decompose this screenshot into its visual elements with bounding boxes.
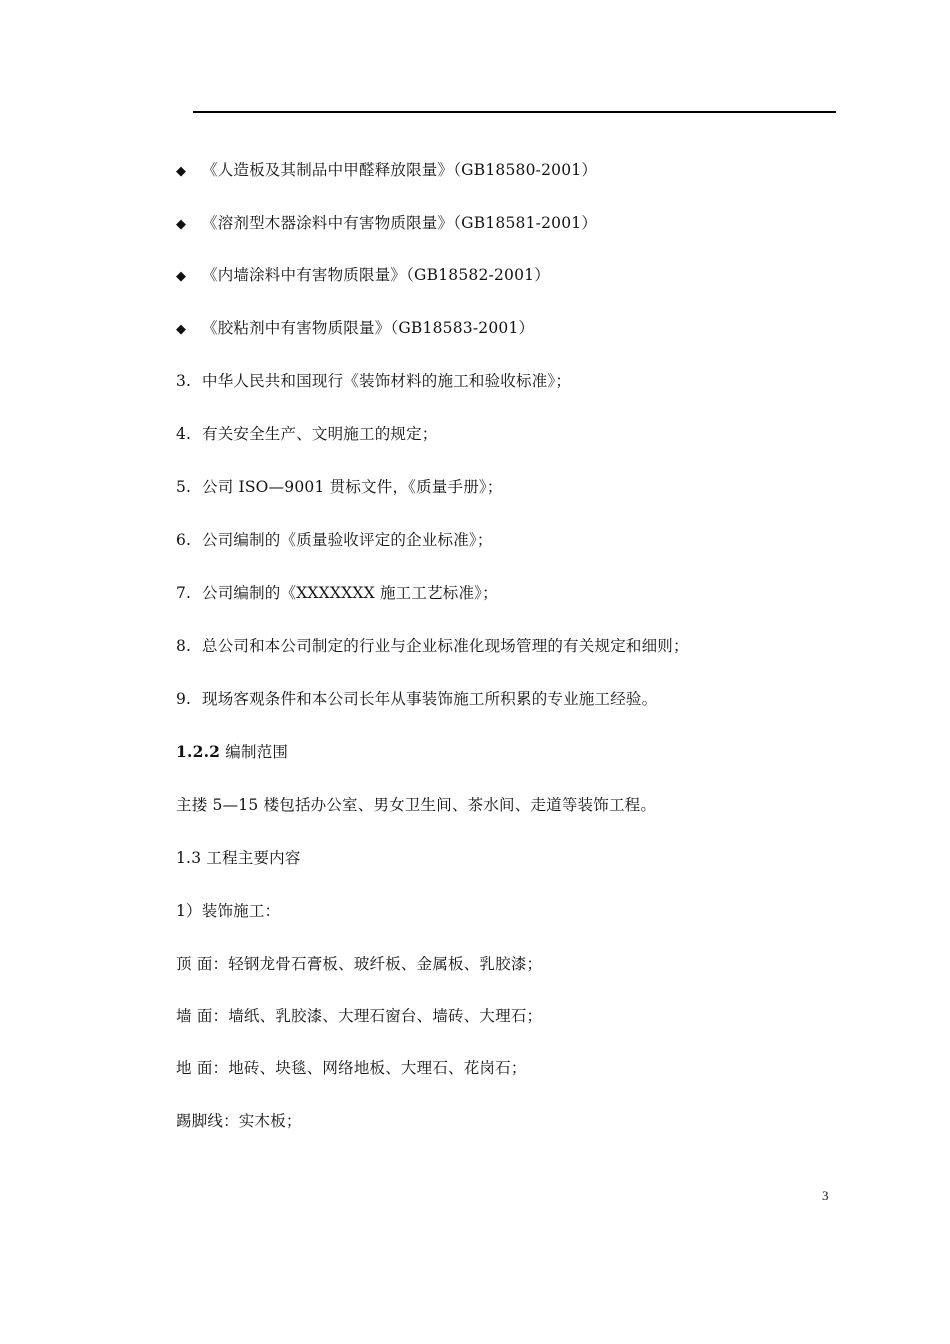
standard-text: 《内墙涂料中有害物质限量》（GB18582-2001）: [202, 266, 550, 284]
item-number: 8.: [176, 637, 192, 655]
standard-item: [176, 265, 550, 287]
basis-item: [176, 636, 689, 656]
item-text: 中华人民共和国现行《装饰材料的施工和验收标准》；: [202, 372, 572, 390]
item-number: 6.: [176, 531, 192, 549]
item-text: 总公司和本公司制定的行业与企业标准化现场管理的有关规定和细则；: [202, 637, 689, 655]
page-number: 3: [822, 1188, 829, 1203]
item-number: 9.: [176, 690, 192, 708]
section-heading-content: 1.3 工程主要内容: [176, 849, 301, 867]
basis-item: [176, 424, 438, 444]
diamond-bullet-icon: ◆: [176, 269, 187, 284]
header-rule: [193, 111, 836, 113]
basis-item: [176, 371, 571, 391]
decoration-item-floor: 地 面：地砖、块毯、网络地板、大理石、花岗石；: [176, 1059, 527, 1077]
basis-item: [176, 689, 657, 709]
item-text: 公司编制的《XXXXXXX 施工工艺标准》；: [202, 584, 498, 602]
decoration-heading: 1）装饰施工：: [176, 902, 281, 920]
item-text: 有关安全生产、文明施工的规定；: [202, 425, 438, 443]
diamond-bullet-icon: ◆: [176, 217, 187, 232]
decoration-item-ceiling: 顶 面：轻钢龙骨石膏板、玻纤板、金属板、乳胶漆；: [176, 955, 543, 973]
item-text: 现场客观条件和本公司长年从事装饰施工所积累的专业施工经验。: [202, 690, 658, 708]
standard-text: 《胶粘剂中有害物质限量》（GB18583-2001）: [202, 319, 535, 337]
item-number: 4.: [176, 425, 192, 443]
item-number: 3.: [176, 372, 192, 390]
item-number: 5.: [176, 478, 192, 496]
diamond-bullet-icon: ◆: [176, 164, 187, 179]
decoration-item-skirting: 踢脚线：实木板；: [176, 1112, 302, 1130]
diamond-bullet-icon: ◆: [176, 322, 187, 337]
scope-text: 主搂 5—15 楼包括办公室、男女卫生间、茶水间、走道等装饰工程。: [176, 796, 657, 814]
item-text: 公司编制的《质量验收评定的企业标准》；: [202, 531, 493, 549]
standard-item: [176, 318, 534, 340]
basis-item: [176, 583, 498, 603]
section-title: 编制范围: [225, 743, 289, 761]
section-number: 1.2.2: [176, 742, 221, 761]
basis-item: [176, 530, 493, 550]
section-heading-scope: [176, 742, 288, 762]
standard-text: 《人造板及其制品中甲醛释放限量》（GB18580-2001）: [202, 161, 598, 179]
decoration-item-wall: 墙 面：墙纸、乳胶漆、大理石窗台、墙砖、大理石；: [176, 1007, 543, 1025]
item-text: 公司 ISO—9001 贯标文件，《质量手册》；: [202, 478, 503, 496]
basis-item: [176, 477, 503, 497]
item-number: 7.: [176, 584, 192, 602]
standard-item: [176, 160, 597, 182]
standard-item: [176, 213, 597, 235]
standard-text: 《溶剂型木器涂料中有害物质限量》（GB18581-2001）: [202, 214, 598, 232]
